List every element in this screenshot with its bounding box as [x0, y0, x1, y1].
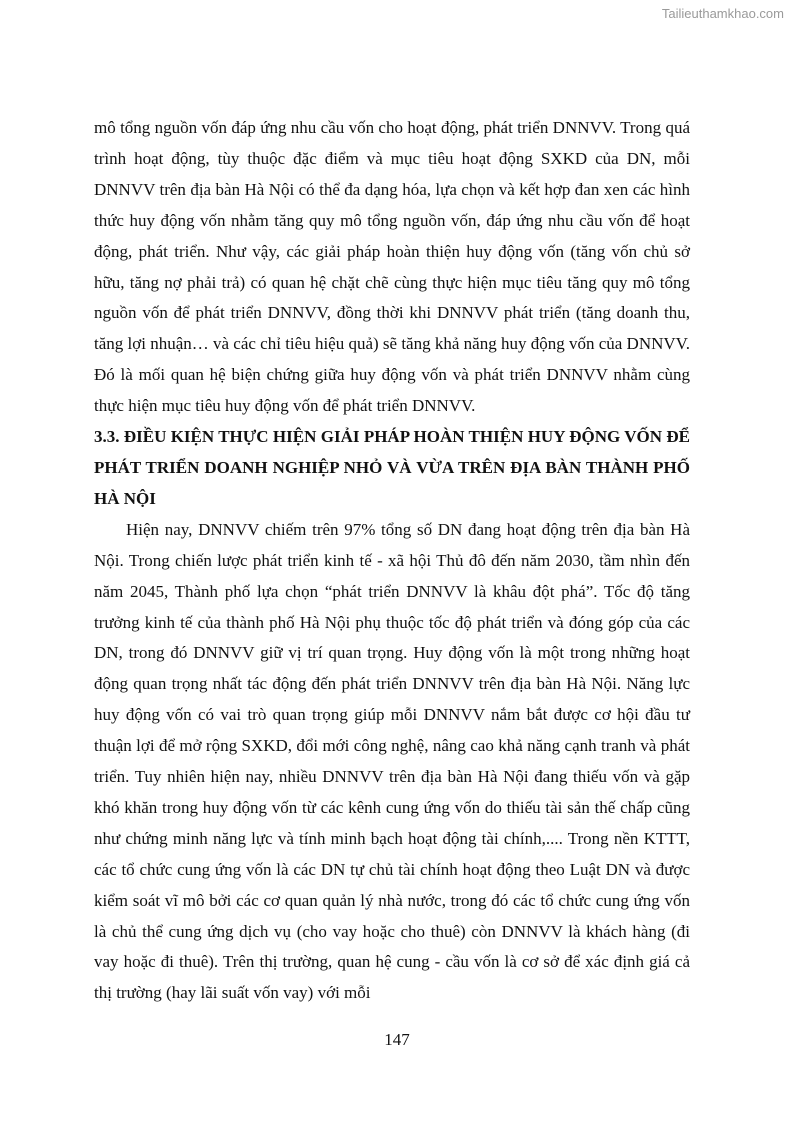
body-paragraph-2: Hiện nay, DNNVV chiếm trên 97% tổng số DN đang hoạt động trên địa bàn Hà Nội. Trong chiến lược phát triển kinh tế - xã hội Thủ đô đến năm 2030, tầm nhìn đến năm 2045, Thành phố lựa chọn “phát triển DNNVV là khâu đột phá”. Tốc độ tăng trưởng kinh tế của thành phố Hà Nội phụ thuộc tốc độ phát triển và đóng góp của các DN, trong đó DNNVV giữ vị trí quan trọng. Huy động vốn là một trong những hoạt động quan trọng nhất tác động đến phát triển DNNVV trên địa bàn Hà Nội. Năng lực huy động vốn có vai trò quan trọng giúp mỗi DNNVV nắm bắt được cơ hội đầu tư thuận lợi để mở rộng SXKD, đổi mới công nghệ, nâng cao khả năng cạnh tranh và phát triển. Tuy nhiên hiện nay, nhiều DNNVV trên địa bàn Hà Nội đang thiếu vốn và gặp khó khăn trong huy động vốn từ các kênh cung ứng vốn do thiếu tài sản thế chấp cũng như chứng minh năng lực và tính minh bạch hoạt động tài chính,.... Trong nền KTTT, các tổ chức cung ứng vốn là các DN tự chủ tài chính hoạt động theo Luật DN và được kiểm soát vĩ mô bởi các cơ quan quản lý nhà nước, trong đó các tổ chức cung ứng vốn là chủ thể cung ứng dịch vụ (cho vay hoặc cho thuê) còn DNNVV là khách hàng (đi vay hoặc đi thuê). Trên thị trường, quan hệ cung - cầu vốn là cơ sở để xác định giá cả thị trường (hay lãi suất vốn vay) với mỗi: [94, 519, 690, 1003]
body-paragraph-1: mô tổng nguồn vốn đáp ứng nhu cầu vốn cho hoạt động, phát triển DNNVV. Trong quá trình hoạt động, tùy thuộc đặc điểm và mục tiêu hoạt động SXKD của DN, mỗi DNNVV trên địa bàn Hà Nội có thể đa dạng hóa, lựa chọn và kết hợp đan xen các hình thức huy động vốn nhằm tăng quy mô tổng nguồn vốn, đáp ứng nhu cầu vốn để hoạt động, phát triển. Như vậy, các giải pháp hoàn thiện huy động vốn (tăng vốn chủ sở hữu, tăng nợ phải trả) có quan hệ chặt chẽ cùng thực hiện mục tiêu tăng quy mô tổng nguồn vốn để phát triển DNNVV, đồng thời khi DNNVV phát triển (tăng doanh thu, tăng lợi nhuận… và các chỉ tiêu hiệu quả) sẽ tăng khả năng huy động vốn của DNNVV. Đó là mối quan hệ biện chứng giữa huy động vốn và phát triển DNNVV nhằm cùng thực hiện mục tiêu huy động vốn để phát triển DNNVV.: [94, 118, 690, 416]
section-heading: 3.3. ĐIỀU KIỆN THỰC HIỆN GIẢI PHÁP HOÀN THIỆN HUY ĐỘNG VỐN ĐỂ PHÁT TRIỂN DOANH NGHIỆP NHỎ VÀ VỪA TRÊN ĐỊA BÀN THÀNH PHỐ HÀ NỘI: [94, 427, 690, 508]
page-number: 147: [384, 1030, 410, 1049]
watermark: Tailieuthamkhao.com: [661, 6, 784, 21]
page-body: [94, 113, 690, 1009]
